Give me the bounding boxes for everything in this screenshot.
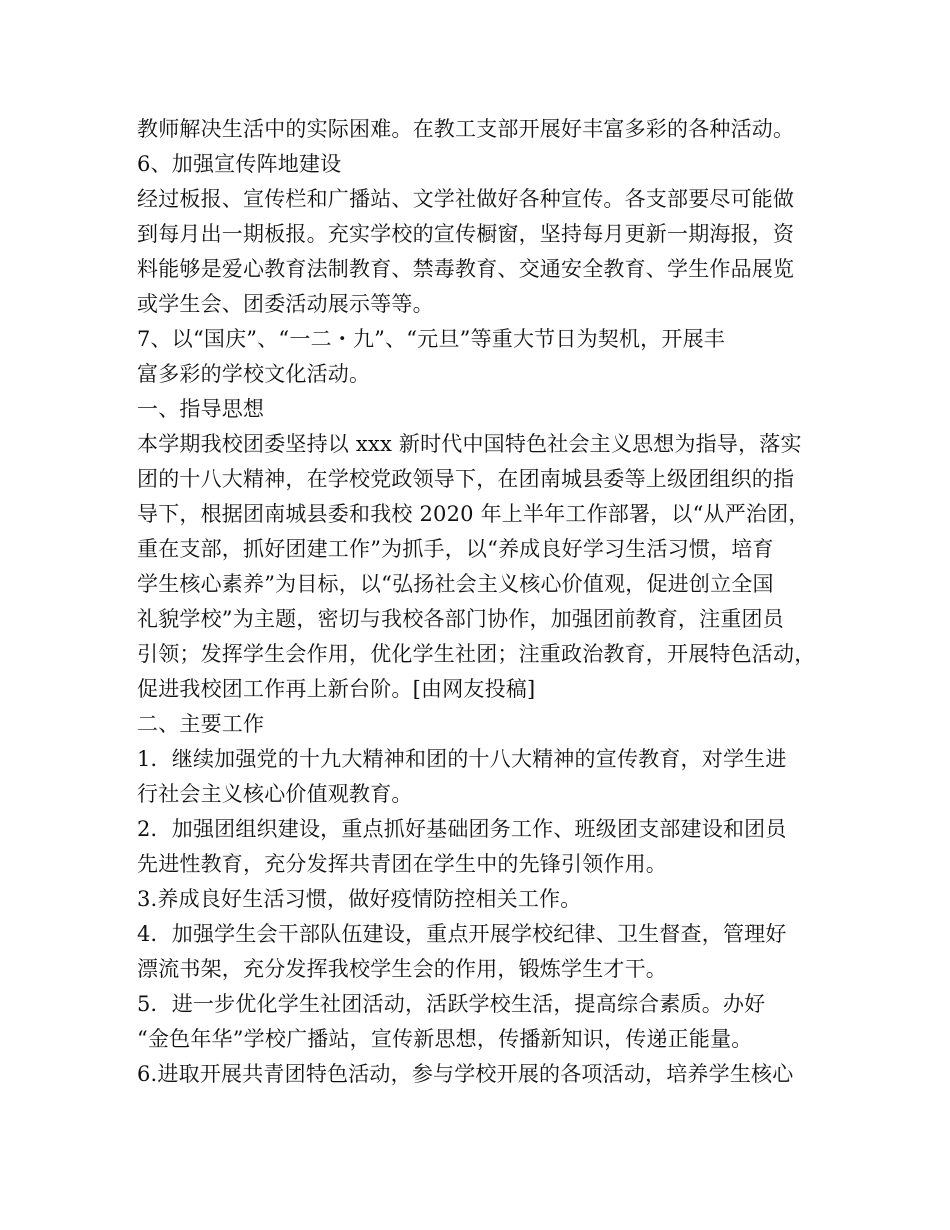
text-line: 漂流书架，充分发挥我校学生会的作用，锻炼学生才干。 bbox=[137, 957, 667, 981]
text-line: 3.养成良好生活习惯，做好疫情防控相关工作。 bbox=[137, 887, 582, 911]
document-body bbox=[137, 112, 827, 1092]
text-line: 重在支部，抓好团建工作”为抓手，以“养成良好学习生活习惯，培育 bbox=[137, 537, 774, 561]
text-line: 5．进一步优化学生社团活动，活跃学校生活，提高综合素质。办好 bbox=[137, 992, 766, 1016]
text-line: 促进我校团工作再上新台阶。[由网友投稿] bbox=[137, 677, 536, 701]
text-line: 料能够是爱心教育法制教育、禁毒教育、交通安全教育、学生作品展览 bbox=[137, 257, 795, 281]
text-line: 团的十八大精神，在学校党政领导下，在团南城县委等上级团组织的指 bbox=[137, 467, 795, 491]
section-heading: 6、加强宣传阵地建设 bbox=[137, 152, 342, 176]
text-line: 或学生会、团委活动展示等等。 bbox=[137, 292, 434, 316]
text-line: 到每月出一期板报。充实学校的宣传橱窗，坚持每月更新一期海报，资 bbox=[137, 222, 795, 246]
text-line: 1．继续加强党的十九大精神和团的十八大精神的宣传教育，对学生进 bbox=[137, 747, 787, 771]
text-line: 本学期我校团委坚持以 xxx 新时代中国特色社会主义思想为指导，落实 bbox=[137, 432, 802, 456]
text-line: 先进性教育，充分发挥共青团在学生中的先锋引领作用。 bbox=[137, 852, 667, 876]
text-line: 学生核心素养”为目标，以“弘扬社会主义核心价值观，促进创立全国 bbox=[137, 572, 774, 596]
text-line: 富多彩的学校文化活动。 bbox=[137, 362, 371, 386]
text-line: “金色年华”学校广播站，宣传新思想，传播新知识，传递正能量。 bbox=[137, 1027, 753, 1051]
text-line: 导下，根据团南城县委和我校 2020 年上半年工作部署，以“从严治团， bbox=[137, 502, 810, 526]
text-line: 行社会主义核心价值观教育。 bbox=[137, 782, 413, 806]
section-heading: 一、指导思想 bbox=[137, 397, 265, 421]
text-line: 2．加强团组织建设，重点抓好基础团务工作、班级团支部建设和团员 bbox=[137, 817, 787, 841]
section-heading: 二、主要工作 bbox=[137, 712, 265, 736]
text-line: 引领；发挥学生会作用，优化学生社团；注重政治教育，开展特色活动， bbox=[137, 642, 816, 666]
text-line: 7、以“国庆”、“一二・九”、“元旦”等重大节日为契机，开展丰 bbox=[137, 327, 725, 351]
text-line: 4．加强学生会干部队伍建设，重点开展学校纪律、卫生督查，管理好 bbox=[137, 922, 787, 946]
text-line: 经过板报、宣传栏和广播站、文学社做好各种宣传。各支部要尽可能做 bbox=[137, 187, 795, 211]
text-line: 教师解决生活中的实际困难。在教工支部开展好丰富多彩的各种活动。 bbox=[137, 117, 795, 141]
text-line: 礼貌学校”为主题，密切与我校各部门协作，加强团前教育，注重团员 bbox=[137, 607, 784, 631]
text-line: 6.进取开展共青团特色活动，参与学校开展的各项活动，培养学生核心 bbox=[137, 1062, 794, 1086]
